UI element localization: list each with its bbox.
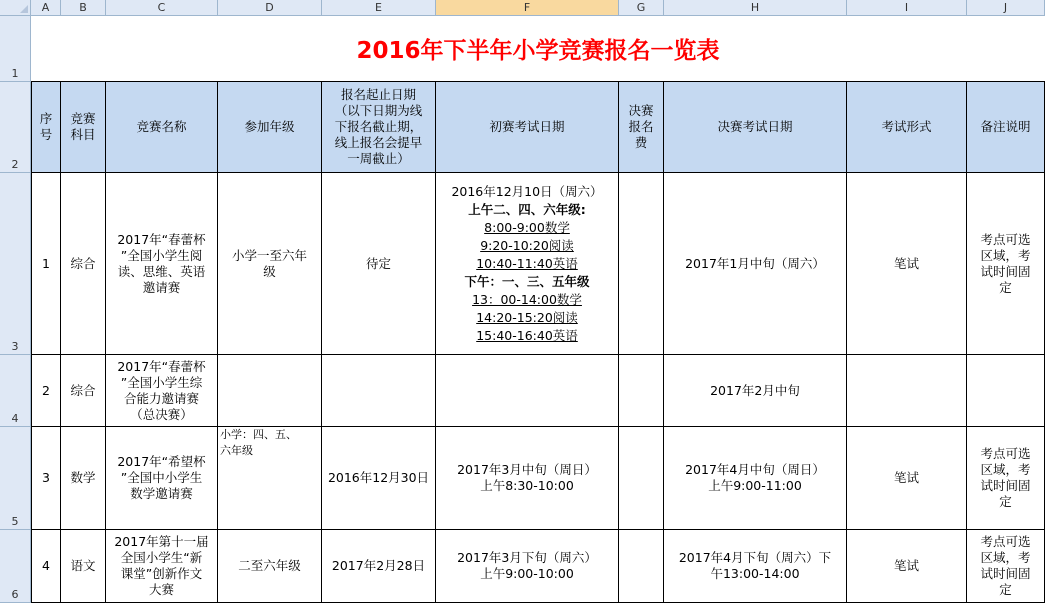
name-line: 2017年“希望杯 [117, 454, 206, 469]
cell-format[interactable] [847, 355, 967, 427]
prelim-line: 2017年3月中旬（周日） [457, 462, 597, 477]
header-prelim[interactable]: 初赛考试日期 [436, 82, 619, 173]
row-header-5[interactable]: 5 [0, 427, 31, 530]
cell-format[interactable]: 笔试 [847, 427, 967, 530]
notes-line: 考点可选 [980, 446, 1031, 461]
notes-line: 试时间固 [980, 566, 1031, 581]
row-header-4[interactable]: 4 [0, 355, 31, 427]
column-header-h[interactable]: H [664, 0, 847, 16]
cell-prelim[interactable] [436, 530, 619, 603]
cell-final[interactable] [664, 530, 847, 603]
cell-seq[interactable]: 1 [31, 173, 61, 355]
prelim-am-item: 8:00-9:00数学 [484, 219, 570, 235]
prelim-date: 2016年12月10日（周六） [451, 183, 603, 199]
column-header-i[interactable]: I [847, 0, 967, 16]
name-line: 2017年“春蕾杯 [117, 231, 206, 247]
name-line: ”全国小学生综 [120, 374, 203, 390]
header-deadline-line: 下报名截止期， [334, 119, 423, 134]
name-line: 2017年第十一届 [114, 534, 209, 549]
header-deadline[interactable] [322, 82, 436, 173]
prelim-am-label: 上午二、四、六年级: [468, 201, 586, 217]
header-format[interactable]: 考试形式 [847, 82, 967, 173]
cell-grade[interactable]: 二至六年级 [218, 530, 322, 603]
prelim-am-item: 10:40-11:40英语 [476, 255, 578, 271]
row-header-1[interactable]: 1 [0, 16, 31, 82]
notes-line: 定 [999, 582, 1012, 597]
prelim-pm-item: 15:40-16:40英语 [476, 327, 578, 343]
header-fee-label: 决赛报名费 [628, 103, 654, 150]
cell-seq[interactable]: 2 [31, 355, 61, 427]
final-line: 2017年4月下旬（周六）下 [678, 550, 832, 565]
header-notes[interactable]: 备注说明 [967, 82, 1045, 173]
column-header-g[interactable]: G [619, 0, 664, 16]
cell-seq[interactable]: 4 [31, 530, 61, 603]
notes-line: 区域，考 [980, 550, 1031, 565]
cell-name[interactable] [106, 530, 218, 603]
cell-fee[interactable] [619, 530, 664, 603]
row-header-2[interactable]: 2 [0, 82, 31, 173]
name-line: 读、思维、英语 [117, 263, 206, 279]
sheet-title[interactable]: 2016年下半年小学竞赛报名一览表 [31, 16, 1045, 82]
final-line: 2017年4月中旬（周日） [685, 462, 825, 477]
notes-line: 区域，考 [980, 247, 1031, 263]
header-subject-label: 竞赛科目 [70, 111, 96, 142]
cell-fee[interactable] [619, 173, 664, 355]
name-line: 课堂”创新作文 [120, 566, 203, 581]
cell-final[interactable]: 2017年1月中旬（周六） [664, 173, 847, 355]
cell-format[interactable]: 笔试 [847, 173, 967, 355]
cell-subject[interactable]: 语文 [61, 530, 106, 603]
notes-line: 试时间固 [980, 478, 1031, 493]
name-line: （总决赛） [130, 406, 193, 422]
notes-line: 考点可选 [980, 231, 1031, 247]
column-header-b[interactable]: B [61, 0, 106, 16]
cell-subject[interactable]: 综合 [61, 355, 106, 427]
cell-grade[interactable] [218, 427, 322, 530]
prelim-am-item: 9:20-10:20阅读 [480, 237, 574, 253]
header-final[interactable]: 决赛考试日期 [664, 82, 847, 173]
prelim-pm-item: 13：00-14:00数学 [472, 291, 582, 307]
cell-prelim[interactable] [436, 173, 619, 355]
column-header-a[interactable]: A [31, 0, 61, 16]
cell-name[interactable] [106, 355, 218, 427]
prelim-pm-item: 14:20-15:20阅读 [476, 309, 578, 325]
header-fee[interactable] [619, 82, 664, 173]
column-header-c[interactable]: C [106, 0, 218, 16]
notes-line: 试时间固 [980, 263, 1031, 279]
cell-name[interactable] [106, 173, 218, 355]
header-name[interactable]: 竞赛名称 [106, 82, 218, 173]
select-all-corner[interactable] [0, 0, 31, 16]
cell-deadline[interactable]: 2016年12月30日 [322, 427, 436, 530]
cell-final[interactable]: 2017年2月中旬 [664, 355, 847, 427]
name-line: ”全国小学生阅 [120, 247, 203, 263]
cell-notes[interactable] [967, 355, 1045, 427]
column-header-e[interactable]: E [322, 0, 436, 16]
cell-notes[interactable] [967, 530, 1045, 603]
header-seq[interactable] [31, 82, 61, 173]
cell-notes[interactable] [967, 427, 1045, 530]
cell-prelim[interactable] [436, 427, 619, 530]
cell-subject[interactable]: 综合 [61, 173, 106, 355]
notes-line: 区域，考 [980, 462, 1031, 477]
cell-grade[interactable] [218, 355, 322, 427]
prelim-line: 上午9:00-10:00 [480, 566, 574, 581]
notes-line: 定 [999, 494, 1012, 509]
cell-deadline[interactable]: 2017年2月28日 [322, 530, 436, 603]
cell-deadline[interactable] [322, 355, 436, 427]
name-line: 邀请赛 [142, 279, 181, 295]
cell-seq[interactable]: 3 [31, 427, 61, 530]
cell-subject[interactable]: 数学 [61, 427, 106, 530]
header-deadline-line: （以下日期为线 [334, 103, 423, 118]
cell-name[interactable] [106, 427, 218, 530]
column-header-f[interactable]: F [436, 0, 619, 16]
name-line: 大赛 [148, 582, 174, 597]
cell-grade[interactable] [218, 173, 322, 355]
column-header-j[interactable]: J [967, 0, 1045, 16]
prelim-pm-label: 下午：一、三、五年级 [464, 273, 590, 289]
cell-notes[interactable] [967, 173, 1045, 355]
header-seq-label: 序号 [39, 111, 53, 142]
prelim-line: 上午8:30-10:00 [480, 478, 574, 493]
final-line: 午13:00-14:00 [710, 566, 800, 581]
name-line: 全国小学生“新 [120, 550, 203, 565]
cell-format[interactable]: 笔试 [847, 530, 967, 603]
header-deadline-line: 线上报名会提早 [334, 135, 423, 150]
header-deadline-line: 报名起止日期 [340, 87, 416, 102]
column-header-d[interactable]: D [218, 0, 322, 16]
notes-line: 考点可选 [980, 534, 1031, 549]
row-header-6[interactable]: 6 [0, 530, 31, 603]
header-grade[interactable]: 参加年级 [218, 82, 322, 173]
notes-line: 定 [999, 279, 1012, 295]
cell-fee[interactable] [619, 355, 664, 427]
grade-line: 小学：四、五、 [220, 428, 297, 441]
name-line: 合能力邀请赛 [123, 390, 199, 406]
prelim-line: 2017年3月下旬（周六） [457, 550, 597, 565]
header-deadline-line: 一周截止） [347, 151, 410, 166]
grade-line: 级 [263, 263, 276, 279]
cell-deadline[interactable]: 待定 [322, 173, 436, 355]
name-line: 数学邀请赛 [130, 486, 193, 501]
cell-fee[interactable] [619, 427, 664, 530]
cell-final[interactable] [664, 427, 847, 530]
name-line: ”全国中小学生 [120, 470, 203, 485]
name-line: 2017年“春蕾杯 [117, 358, 206, 374]
header-subject[interactable] [61, 82, 106, 173]
grade-line: 六年级 [220, 444, 253, 457]
grade-line: 小学一至六年 [231, 247, 307, 263]
cell-prelim[interactable] [436, 355, 619, 427]
final-line: 上午9:00-11:00 [708, 478, 802, 493]
row-header-3[interactable]: 3 [0, 173, 31, 355]
